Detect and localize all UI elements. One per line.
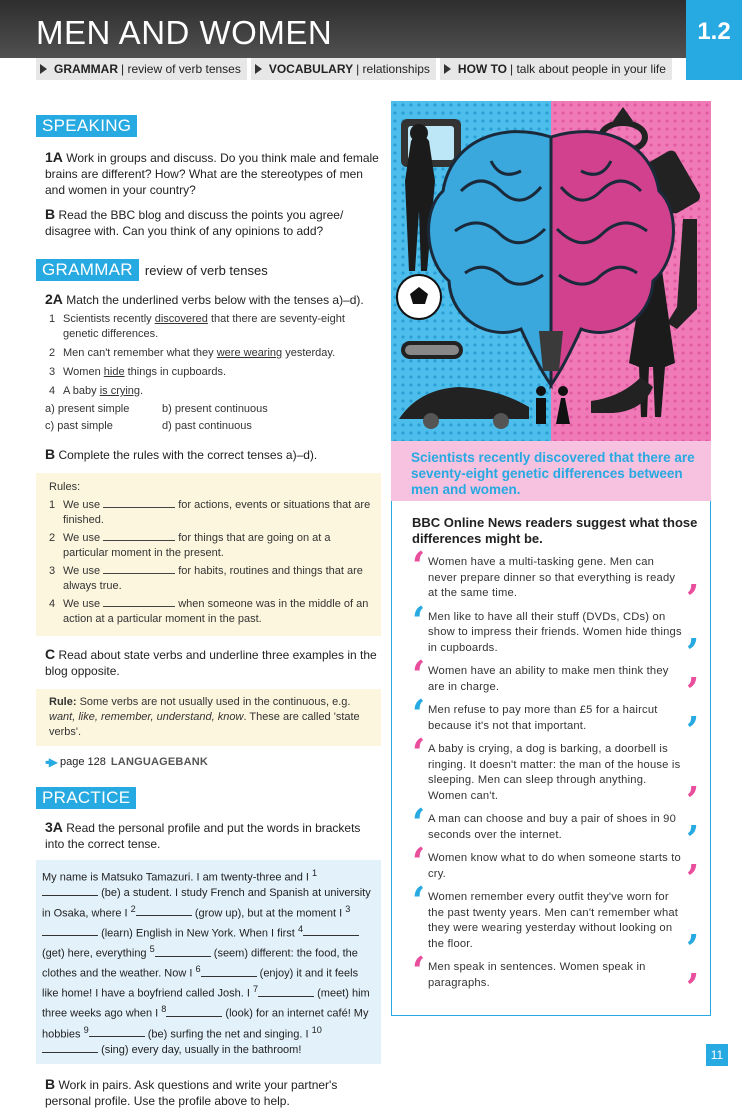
quote-close-icon: ’ xyxy=(686,856,700,901)
state-verbs-rule: Rule: Some verbs are not usually used in the continuous, e.g. want, like, remember, understand, know. These are called 'state verbs'. xyxy=(36,689,381,746)
blog-quote: ‘ Men refuse to pay more than £5 for a haircut because it's not that important. ’ xyxy=(412,691,700,753)
blog-quote: ‘ Women know what to do when someone starts to cry. ’ xyxy=(412,839,700,901)
section-label-practice: PRACTICE xyxy=(36,787,136,809)
rules-title: Rules: xyxy=(49,481,81,493)
blog-caption: Scientists recently discovered that there are seventy-eight genetic differences between men and women. xyxy=(391,441,711,501)
fill-blank[interactable] xyxy=(103,597,175,607)
blog-quote: ‘ A man can choose and buy a pair of shoes in 90 seconds over the internet. ’ xyxy=(412,800,700,862)
rules-box xyxy=(36,473,381,636)
rule-item: 1 We use for actions, events or situations that are finished. xyxy=(49,499,371,526)
unit-subbar xyxy=(36,58,672,80)
fill-blank[interactable] xyxy=(201,967,257,977)
fill-blank[interactable] xyxy=(303,926,359,936)
quote-open-icon: ‘ xyxy=(412,543,426,588)
arrow-right-icon: ▪▪▪▶ xyxy=(45,755,55,769)
rule-item: 2 We use for things that are going on at a particular moment in the present. xyxy=(49,532,331,559)
section-sub-grammar: review of verb tenses xyxy=(144,263,268,278)
quote-open-icon: ‘ xyxy=(412,800,426,845)
list-item: 4 A baby is crying. xyxy=(49,385,144,397)
list-item: 2 Men can't remember what they were wearing yesterday. xyxy=(49,347,336,359)
fill-blank[interactable] xyxy=(103,531,175,541)
triangle-icon xyxy=(255,64,262,74)
fill-blank[interactable] xyxy=(103,564,175,574)
quote-open-icon: ‘ xyxy=(412,878,426,923)
fill-blank[interactable] xyxy=(258,987,314,997)
triangle-icon xyxy=(444,64,451,74)
blog-quote: ‘ Men like to have all their stuff (DVDs, CDs) on show to impress their friends. Women hide things in cupboards. ’ xyxy=(412,597,700,675)
exercise-2a-items xyxy=(36,312,381,399)
blog-quote: ‘ A baby is crying, a dog is barking, a doorbell is ringing. It doesn't matter: the man of the house is sleeping. Men can sleep through anything. Women can't. ’ xyxy=(412,730,700,823)
list-item: 3 Women hide things in cupboards. xyxy=(49,366,227,378)
triangle-icon xyxy=(40,64,47,74)
fill-blank[interactable] xyxy=(42,926,98,936)
left-column xyxy=(36,115,381,1109)
brain-stem xyxy=(539,331,563,371)
quote-open-icon: ‘ xyxy=(412,691,426,736)
subbar-howto: HOW TO | talk about people in your life xyxy=(440,58,672,80)
quote-open-icon: ‘ xyxy=(412,652,426,697)
quote-close-icon: ’ xyxy=(686,575,700,621)
fill-blank[interactable] xyxy=(136,906,192,916)
blog-heading: BBC Online News readers suggest what those differences might be. xyxy=(412,515,698,546)
brain-illustration xyxy=(391,101,711,441)
fill-blank[interactable] xyxy=(42,1043,98,1053)
blog-quote: ‘ Women have a multi-tasking gene. Men can never prepare dinner so that everything is ready at the same time. ’ xyxy=(412,543,700,621)
exercise-1a: 1A Work in groups and discuss. Do you think male and female brains are different? How? What are the stereotypes of men and women in your country? xyxy=(45,149,379,197)
section-label-grammar: GRAMMAR xyxy=(36,259,139,281)
quote-close-icon: ’ xyxy=(686,708,700,753)
subbar-grammar: GRAMMAR | review of verb tenses xyxy=(36,58,247,80)
unit-number: 1.2 xyxy=(686,0,742,80)
blog-quote: ‘ Women have an ability to make men think they are in charge. ’ xyxy=(412,652,700,714)
tense-options: a) present simple b) present continuous c) past simple d) past continuous xyxy=(45,403,268,432)
blog-quote: ‘ Women remember every outfit they've worn for the past twenty years. Men can't remember what they were wearing yesterday without looking on the floor. ’ xyxy=(412,878,700,971)
fill-blank[interactable] xyxy=(42,886,98,896)
exercise-3b: B Work in pairs. Ask questions and write your partner's personal profile. Use the profile above to help. xyxy=(45,1076,338,1109)
unit-title: MEN AND WOMEN xyxy=(36,14,333,51)
quote-close-icon: ’ xyxy=(686,778,700,823)
quote-close-icon: ’ xyxy=(686,817,700,862)
fill-blank[interactable] xyxy=(103,498,175,508)
quote-open-icon: ‘ xyxy=(412,948,426,993)
fill-blank[interactable] xyxy=(89,1027,145,1037)
quote-open-icon: ‘ xyxy=(412,597,426,643)
personal-profile: My name is Matsuko Tamazuri. I am twenty-three and I $^1$ (be) a student. I study French and Spanish at university in Osaka, where I $^2$ (grow up), but at the moment I $^3$ (learn) English in New York. When I first $^4$ (get) here, everything $^5$ (seem) different: the food, the clothes and the weather. Now I $^6$ (enjoy) it and it feels like home! I have a boyfriend called Josh. I $^7$ (meet) him three weeks ago when I $^8$ (look) for an internet café! My hobbies $^9$ (be) surfing the net and singing. I $^{10}$ (sing) every day, usually in the bathroom! xyxy=(36,860,381,1064)
quote-open-icon: ‘ xyxy=(412,839,426,884)
blog-box xyxy=(391,501,711,1016)
male-figure-icon xyxy=(536,398,546,424)
quote-close-icon: ’ xyxy=(686,630,700,675)
exercise-2c: C Read about state verbs and underline three examples in the blog opposite. xyxy=(45,646,377,678)
subbar-vocabulary: VOCABULARY | relationships xyxy=(251,58,436,80)
brain-illustration-svg xyxy=(391,101,711,441)
list-item: 1 Scientists recently discovered that there are seventy-eight genetic differences. xyxy=(49,313,345,340)
quote-close-icon: ’ xyxy=(686,669,700,714)
rule-item: 3 We use for habits, routines and things that are always true. xyxy=(49,565,363,592)
language-bank-link[interactable]: ▪▪▪▶ page 128 LANGUAGEBANK xyxy=(45,755,209,769)
quote-open-icon: ‘ xyxy=(412,730,426,775)
quote-close-icon: ’ xyxy=(686,965,700,1010)
section-label-speaking: SPEAKING xyxy=(36,115,137,137)
quote-close-icon: ’ xyxy=(686,926,700,971)
exercise-2a: 2A Match the underlined verbs below with the tenses a)–d). xyxy=(45,291,364,307)
exercise-2b: B Complete the rules with the correct tenses a)–d). xyxy=(45,446,318,462)
page-number: 11 xyxy=(706,1044,728,1066)
exercise-3a: 3A Read the personal profile and put the words in brackets into the correct tense. xyxy=(45,819,361,851)
rule-item: 4 We use when someone was in the middle of an action at a particular moment in the past. xyxy=(49,598,369,625)
exercise-1b: B Read the BBC blog and discuss the points you agree/ disagree with. Can you think of any opinions to add? xyxy=(45,206,344,238)
fill-blank[interactable] xyxy=(166,1007,222,1017)
blog-quote: ‘ Men speak in sentences. Women speak in paragraphs. ’ xyxy=(412,948,700,1010)
page-header xyxy=(0,0,742,80)
fill-blank[interactable] xyxy=(155,947,211,957)
